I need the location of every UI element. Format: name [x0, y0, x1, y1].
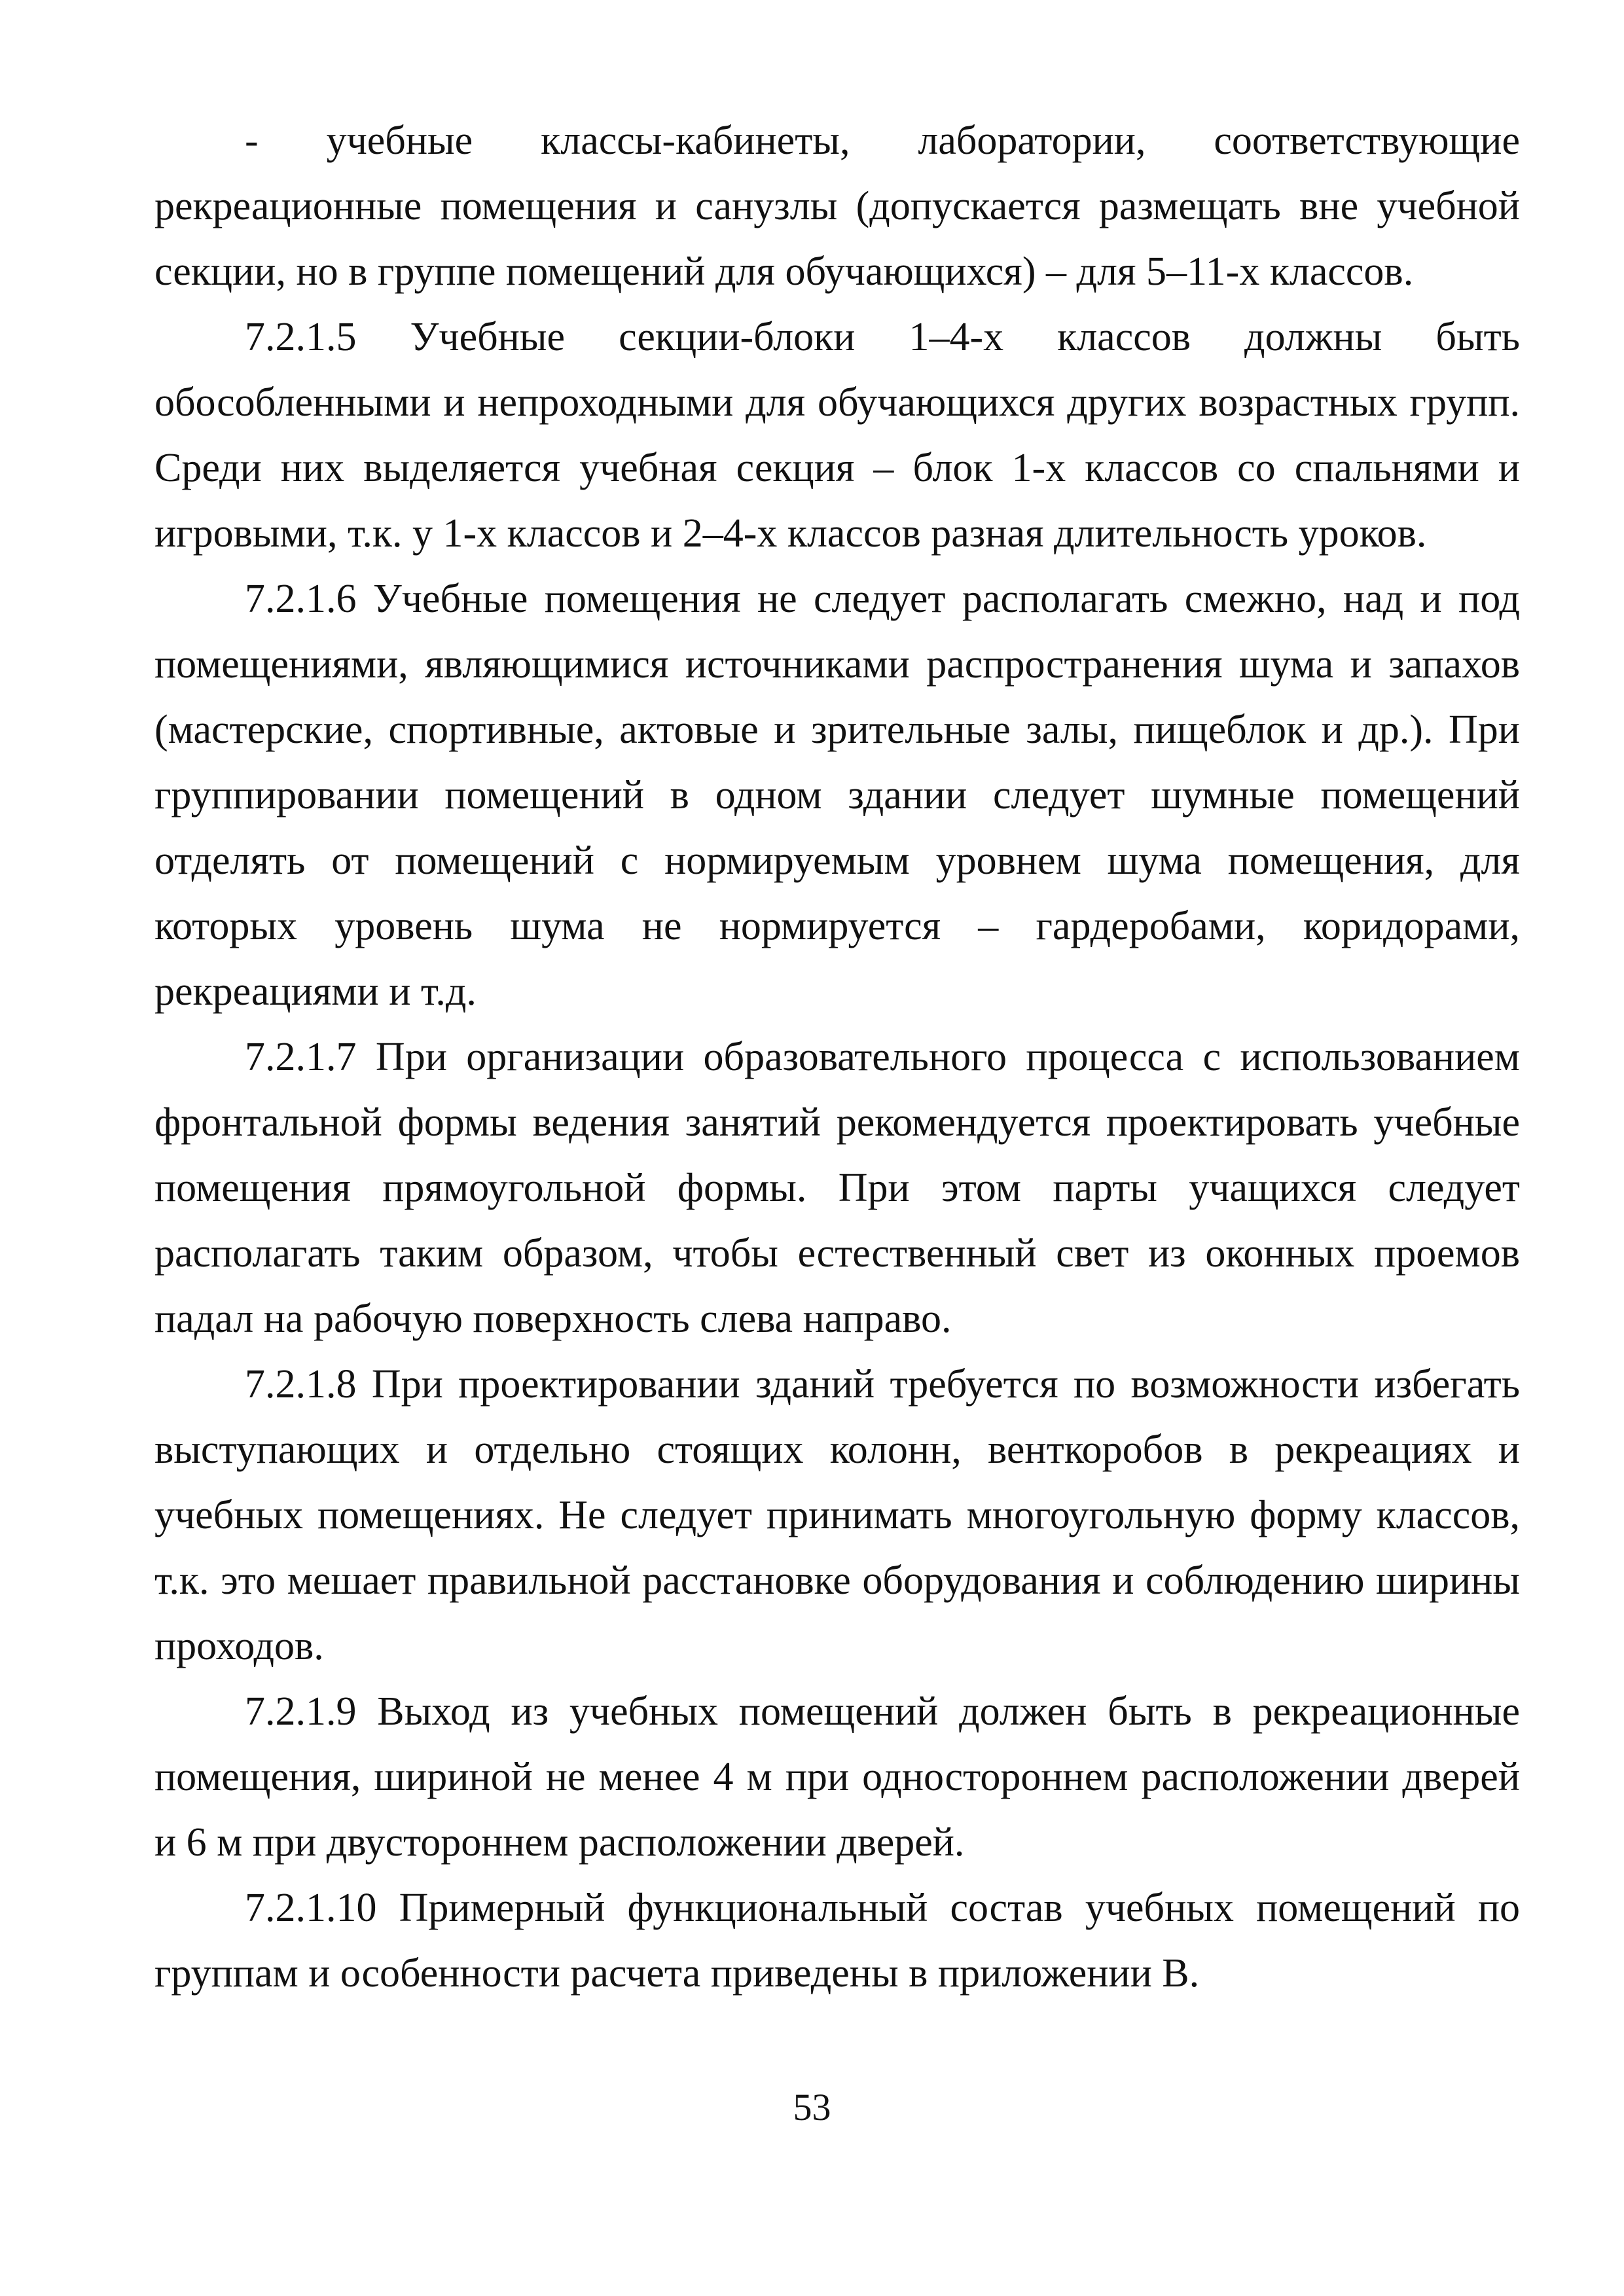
- paragraph-7-2-1-8: 7.2.1.8 При проектировании зданий требуется по возможности избегать выступающих и отдельно стоящих колонн, венткоробов в рекреациях и учебных помещениях. Не следует принимать многоугольную форму классов, т.к. это мешает правильной расстановке оборудования и соблюдению ширины проходов.: [154, 1362, 1520, 1668]
- paragraph-list-item-senior-classes: - учебные классы-кабинеты, лаборатории, соответствующие рекреационные помещения и санузлы (допускается размещать вне учебной секции, но в группе помещений для обучающихся) – для 5–11-х классов.: [154, 118, 1520, 294]
- paragraph-7-2-1-6: 7.2.1.6 Учебные помещения не следует располагать смежно, над и под помещениями, являющимися источниками распространения шума и запахов (мастерские, спортивные, актовые и зрительные залы, пищеблок и др.). При группировании помещений в одном здании следует шумные помещений отделять от помещений с нормируемым уровнем шума помещения, для которых уровень шума не нормируется – гардеробами, коридорами, рекреациями и т.д.: [154, 577, 1520, 1014]
- document-body: [154, 108, 1520, 2006]
- paragraph-7-2-1-10: 7.2.1.10 Примерный функциональный состав учебных помещений по группам и особенности расчета приведены в приложении В.: [154, 1886, 1520, 1996]
- paragraph-7-2-1-5: 7.2.1.5 Учебные секции-блоки 1–4-х классов должны быть обособленными и непроходными для обучающихся других возрастных групп. Среди них выделяется учебная секция – блок 1-х классов со спальнями и игровыми, т.к. у 1-х классов и 2–4-х классов разная длительность уроков.: [154, 315, 1520, 556]
- paragraph-7-2-1-7: 7.2.1.7 При организации образовательного процесса с использованием фронтальной формы ведения занятий рекомендуется проектировать учебные помещения прямоугольной формы. При этом парты учащихся следует располагать таким образом, чтобы естественный свет из оконных проемов падал на рабочую поверхность слева направо.: [154, 1035, 1520, 1341]
- paragraph-7-2-1-9: 7.2.1.9 Выход из учебных помещений должен быть в рекреационные помещения, шириной не менее 4 м при одностороннем расположении дверей и 6 м при двустороннем расположении дверей.: [154, 1689, 1520, 1865]
- page-number: 53: [793, 2086, 831, 2128]
